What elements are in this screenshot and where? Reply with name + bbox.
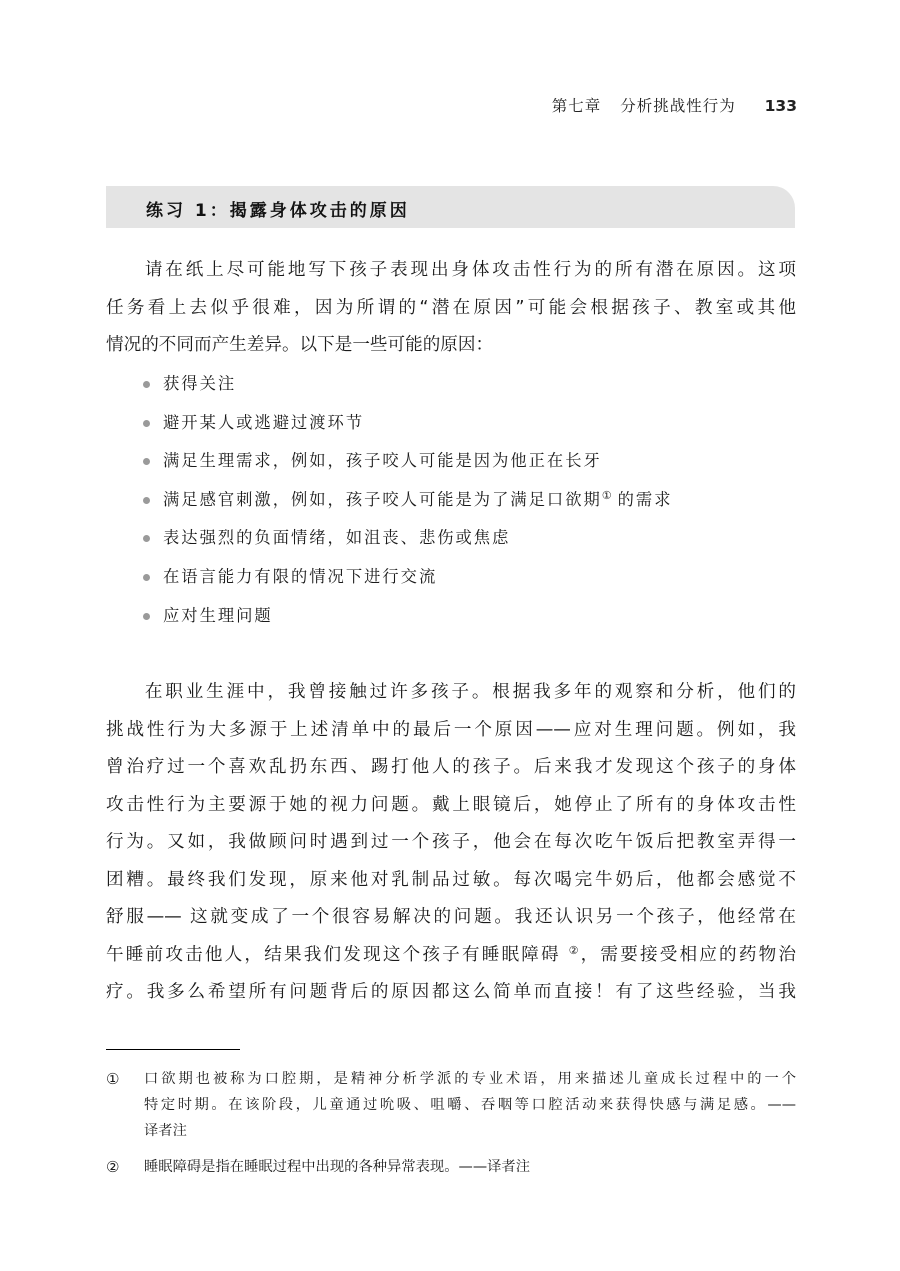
body-line: 行为。又如，我做顾问时遇到过一个孩子，他会在每次吃午饭后把教室弄得一 (106, 832, 796, 852)
body-line: 挑战性行为大多源于上述清单中的最后一个原因——应对生理问题。例如，我 (106, 719, 796, 740)
intro-line: 情况的不同而产生差异。以下是一些可能的原因： (106, 335, 494, 355)
list-item: 应对生理问题 (140, 597, 673, 636)
page-number: 133 (764, 97, 797, 115)
body-line: 午睡前攻击他人，结果我们发现这个孩子有睡眠障碍 ②，需要接受相应的药物治 (106, 943, 796, 965)
list-item: 获得关注 (140, 365, 673, 404)
bullet-dot-icon (143, 420, 150, 427)
bullet-dot-icon (143, 458, 150, 465)
footnote-ref[interactable]: ① (601, 488, 614, 502)
body-line: 团糟。最终我们发现，原来他对乳制品过敏。每次喝完牛奶后，他都会感觉不 (106, 869, 796, 890)
bullet-dot-icon (143, 381, 150, 388)
footnote-ref[interactable]: ② (568, 943, 581, 957)
footnote-mark: ① (106, 1070, 120, 1088)
footnote-line: 睡眠障碍是指在睡眠过程中出现的各种异常表现。——译者注 (144, 1159, 531, 1175)
footnote-1 (106, 1066, 796, 1144)
footnote-mark: ② (106, 1158, 120, 1176)
list-item: 在语言能力有限的情况下进行交流 (140, 558, 673, 597)
intro-line: 请在纸上尽可能地写下孩子表现出身体攻击性行为的所有潜在原因。这项 (142, 260, 796, 280)
body-line: 曾治疗过一个喜欢乱扔东西、踢打他人的孩子。后来我才发现这个孩子的身体 (106, 757, 796, 777)
list-item: 表达强烈的负面情绪，如沮丧、悲伤或焦虑 (140, 519, 673, 558)
footnote-divider (106, 1049, 240, 1050)
body-line: 舒服—— 这就变成了一个很容易解决的问题。我还认识另一个孩子，他经常在 (106, 907, 796, 927)
list-item: 避开某人或逃避过渡环节 (140, 404, 673, 443)
body-line: 攻击性行为主要源于她的视力问题。戴上眼镜后，她停止了所有的身体攻击性 (106, 794, 796, 815)
bullet-dot-icon (143, 613, 150, 620)
footnote-2 (106, 1154, 796, 1180)
body-line: 疗。我多么希望所有问题背后的原因都这么简单而直接！有了这些经验，当我 (106, 982, 796, 1002)
chapter-number: 第七章 (551, 97, 602, 115)
footnote-line: 译者注 (144, 1123, 187, 1139)
list-item: 满足感官刺激，例如，孩子咬人可能是为了满足口欲期① 的需求 (140, 481, 673, 520)
exercise-banner (106, 186, 795, 228)
list-item: 满足生理需求，例如，孩子咬人可能是因为他正在长牙 (140, 442, 673, 481)
footnote-line: 口欲期也被称为口腔期，是精神分析学派的专业术语，用来描述儿童成长过程中的一个 (144, 1071, 796, 1087)
running-header (0, 94, 797, 116)
causes-list (140, 365, 673, 635)
footnote-line: 特定时期。在该阶段，儿童通过吮吸、咀嚼、吞咽等口腔活动来获得快感与满足感。—— (144, 1097, 796, 1113)
bullet-dot-icon (143, 535, 150, 542)
bullet-dot-icon (143, 497, 150, 504)
body-paragraph (106, 674, 796, 1012)
exercise-title: 练习 1：揭露身体攻击的原因 (146, 201, 410, 221)
bullet-dot-icon (143, 574, 150, 581)
intro-line: 任务看上去似乎很难，因为所谓的“潜在原因”可能会根据孩子、教室或其他 (106, 297, 796, 318)
intro-paragraph (106, 252, 796, 365)
body-line: 在职业生涯中，我曾接触过许多孩子。根据我多年的观察和分析，他们的 (142, 682, 796, 702)
chapter-title: 分析挑战性行为 (620, 97, 736, 115)
